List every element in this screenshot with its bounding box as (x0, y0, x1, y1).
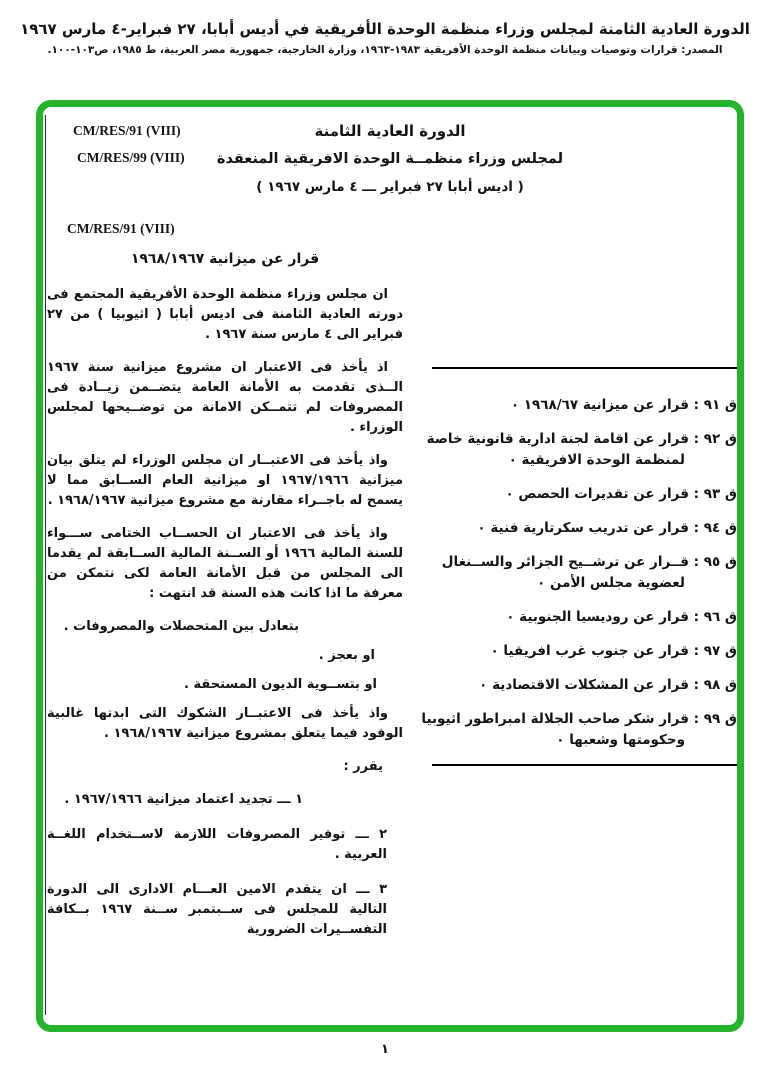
divider-bottom (432, 764, 737, 766)
resolution-label: قرار عن روديسيا الجنوبية ٠ (506, 609, 689, 625)
session-line-3: ( اديس أبابا ٢٧ فبراير ـــ ٤ مارس ١٩٦٧ ) (256, 179, 524, 195)
page-header (0, 20, 770, 56)
session-heading (163, 117, 617, 201)
resolution-number: ق ٩٦ : (693, 609, 737, 625)
resolution-index-item (403, 641, 737, 662)
sub-item-deficit: او بعجز . (318, 648, 375, 663)
scan-edge-line (45, 115, 46, 1015)
paragraph-considering-2: واذ يأخذ فى الاعتبــار ان مجلس الوزراء لم يتلق بيان ميزانية ١٩٦٧/١٩٦٦ او ميزانية العام الســابق مما لا يسمح له باجــراء مقارنة مع مشروع ميزانية ١٩٦٨/١٩٦٧ . (47, 453, 403, 508)
resolution-number: ق ٩٩ : (693, 711, 737, 727)
divider-top (432, 367, 737, 369)
paragraph-considering-4: واذ يأخذ فى الاعتبــار الشكوك التى ابدتها غالبية الوفود فيما يتعلق بمشروع ميزانية ١٩٦٨/١٩٦٧ . (47, 706, 403, 741)
ref-cm-res-91-body: CM/RES/91 (VIII) (67, 221, 175, 236)
paragraph-preamble: ان مجلس وزراء منظمة الوحدة الأفريقية المجتمع فى دورته العادية الثامنة فى اديس أبابا ( اثيوبيا ) من ٢٧ فبراير الى ٤ مارس سنة ١٩٦٧ . (47, 287, 403, 342)
resolution-index-item (403, 518, 737, 539)
resolution-label: قرار شكر صاحب الجلالة امبراطور اثيوبيا وحكومتها وشعبها ٠ (421, 711, 689, 748)
decision-3: ٣ ـــ ان يتقدم الامين العـــام الادارى الى الدورة التالية للمجلس فى ســبتمبر ســنة ١٩٦٧ بــكافة التفســيرات الضرورية (47, 882, 387, 937)
session-line-1: الدورة العادية الثامنة (314, 122, 466, 140)
resolution-title: قرار عن ميزانية ١٩٦٨/١٩٦٧ (130, 251, 320, 267)
resolution-number: ق ٩١ : (693, 397, 737, 413)
resolution-label: قرار عن ميزانية ١٩٦٨/٦٧ ٠ (510, 397, 689, 413)
sub-item-balance: بتعادل بين المتحصلات والمصروفات . (63, 619, 299, 634)
resolution-index-item (403, 552, 737, 594)
session-line-2: لمجلس وزراء منظمــة الوحدة الافريقية المنعقدة (216, 151, 564, 167)
paragraph-considering-1: اذ يأخذ فى الاعتبار ان مشروع ميزانية سنة ١٩٦٧ الــذى تقدمت به الأمانة العامة يتضــمن زيــادة فى المصروفات لم تتمــكن الامانة من توضــيحها لمجلس الوزراء . (47, 360, 403, 435)
resolution-index-item (403, 607, 737, 628)
resolution-index-item (403, 429, 737, 471)
resolution-body (47, 249, 403, 955)
resolution-label: قرار عن تدريب سكرتارية فنية ٠ (477, 520, 689, 536)
ref-cm-res-91: CM/RES/91 (VIII) (73, 123, 181, 138)
decision-1: ١ ـــ تجديد اعتماد ميزانية ١٩٦٧/١٩٦٦ . (64, 792, 303, 807)
ref-cm-res-99: CM/RES/99 (VIII) (77, 150, 185, 165)
resolution-number: ق ٩٣ : (693, 486, 737, 502)
resolution-index-item (403, 484, 737, 505)
sub-item-debts: او بتســوية الديون المستحقة . (184, 677, 377, 692)
decides-label: يقرر : (343, 759, 383, 774)
resolution-label: قــرار عن ترشــيح الجزائر والســنغال لعضوية مجلس الأمن ٠ (441, 554, 689, 591)
page-number: ١ (381, 1042, 389, 1057)
resolution-index-item (403, 395, 737, 416)
resolution-number: ق ٩٨ : (693, 677, 737, 693)
header-source-line: المصدر: قرارات وتوصيات وبيانات منظمة الوحدة الأفريقية ١٩٨٣-١٩٦٣، وزارة الخارجية، جمهورية مصر العربية، ط ١٩٨٥، ص١٠٣-١٠٠. (47, 44, 723, 56)
resolution-label: قرار عن جنوب غرب افريقيا ٠ (490, 643, 689, 659)
decision-2: ٢ ـــ توفير المصروفات اللازمة لاســتخدام اللغــة العربية . (47, 827, 387, 862)
header-session-line: الدورة العادية الثامنة لمجلس وزراء منظمة الوحدة الأفريقية في أديس أبابا، ٢٧ فبراير-٤ مارس ١٩٦٧ (20, 20, 750, 38)
resolution-number: ق ٩٧ : (693, 643, 737, 659)
resolution-number: ق ٩٤ : (693, 520, 737, 536)
resolutions-index (403, 361, 737, 766)
document-frame (36, 100, 744, 1032)
resolution-label: قرار عن اقامة لجنة ادارية قانونية خاصة لمنظمة الوحدة الافريقية ٠ (426, 431, 689, 468)
resolution-index-item (403, 675, 737, 696)
paragraph-considering-3: واذ يأخذ فى الاعتبار ان الحســاب الختامى ســـواء للسنة المالية ١٩٦٦ أو الســنة المالية الســابقة لم يقدما الى المجلس من قبل الأمانة العامة لكى نتمكن من معرفة ما اذا كانت هذه السنة قد انتهت : (47, 526, 403, 601)
resolution-index-item (403, 709, 737, 751)
resolution-number: ق ٩٥ : (693, 554, 737, 570)
resolution-number: ق ٩٢ : (693, 431, 737, 447)
resolution-label: قرار عن تقديرات الحصص ٠ (505, 486, 689, 502)
resolution-label: قرار عن المشكلات الاقتصادية ٠ (479, 677, 689, 693)
